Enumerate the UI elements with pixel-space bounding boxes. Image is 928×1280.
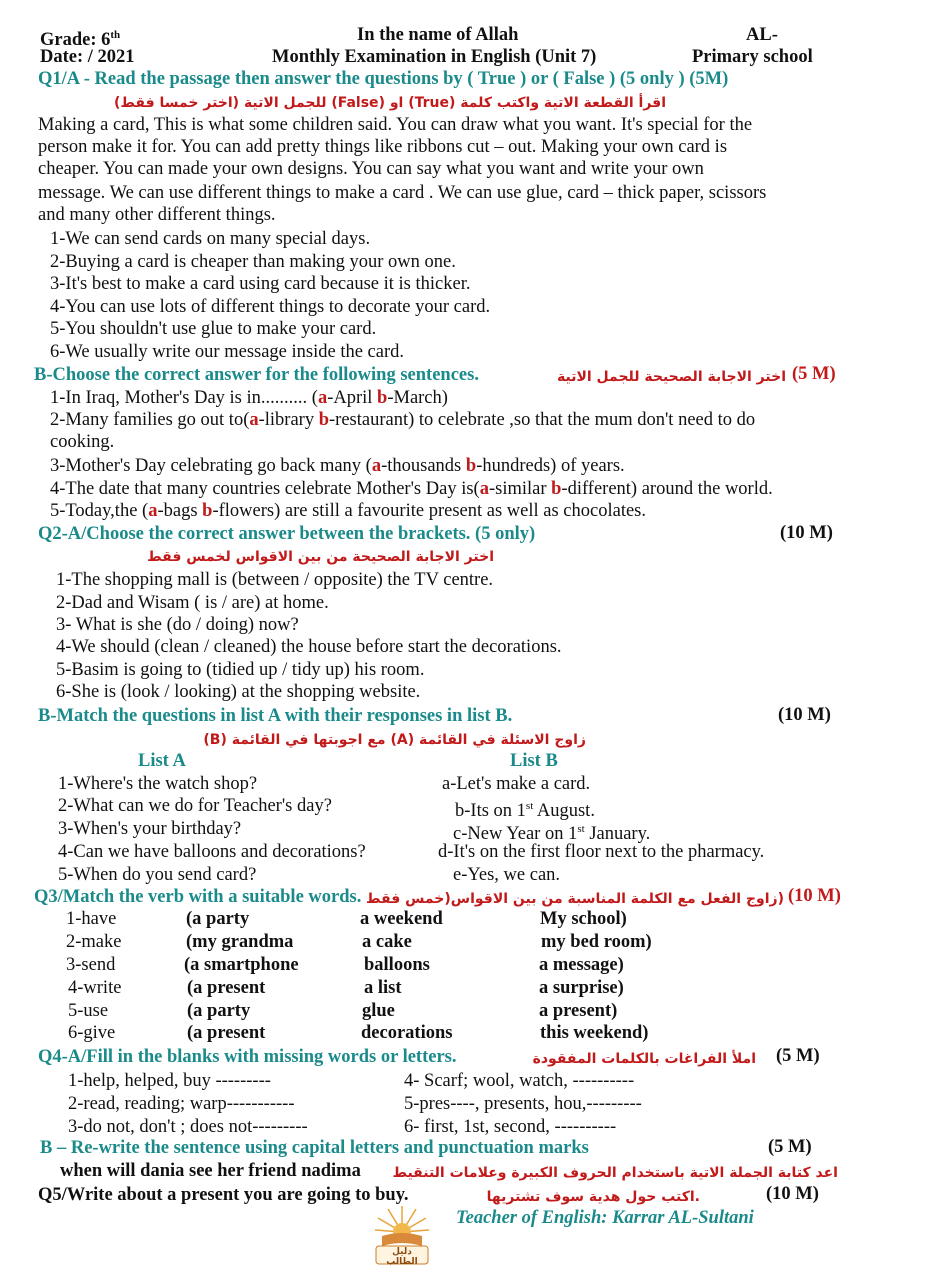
q3-verb: 2-make: [66, 932, 122, 952]
list-a-item: 1-Where's the watch shop?: [58, 774, 258, 794]
q3-option: (a present: [187, 1023, 266, 1043]
passage-line: Making a card, This is what some children said. You can draw what you want. It's special for the: [38, 115, 753, 135]
q1a-item: 6-We usually write our message inside the card.: [50, 342, 405, 362]
q3-option: this weekend): [540, 1023, 649, 1043]
q1a-item: 3-It's best to make a card using card because it is thicker.: [50, 274, 471, 294]
list-b-item: d-It's on the first floor next to the pharmacy.: [438, 842, 765, 862]
q4a-arabic: املأ الفراغات بالكلمات المفقودة: [532, 1051, 756, 1067]
q1a-item: 4-You can use lots of different things to decorate your card.: [50, 297, 491, 317]
q3-option: decorations: [361, 1023, 453, 1043]
q2b-marks: (10 M): [778, 705, 831, 725]
q3-marks: (10 M): [788, 886, 841, 906]
list-b-title: List B: [510, 751, 558, 771]
q4b-sentence: when will dania see her friend nadima: [60, 1161, 361, 1181]
passage-line: cheaper. You can made your own designs. You can say what you want and write your own: [38, 159, 704, 179]
q4b-title: B – Re-write the sentence using capital letters and punctuation marks: [40, 1138, 589, 1158]
q4a-item: 3-do not, don't ; does not---------: [68, 1117, 308, 1137]
q2a-marks: (10 M): [780, 523, 833, 543]
date-label: Date: / 2021: [40, 47, 135, 67]
q1b-item: 3-Mother's Day celebrating go back many (a-thousands b-hundreds) of years.: [50, 456, 625, 476]
q4a-marks: (5 M): [776, 1046, 820, 1066]
q3-option: (my grandma: [186, 932, 294, 952]
q1a-title: Q1/A - Read the passage then answer the questions by ( True ) or ( False ) (5 only ) (5M): [38, 69, 729, 89]
logo-text: دليل الطالب: [386, 1247, 418, 1267]
q3-option: (a present: [187, 978, 266, 998]
logo: [372, 1202, 432, 1270]
q2a-arabic: اختر الاجابة الصحيحة من بين الاقواس لخمس فقط: [147, 549, 494, 565]
q1b-item: 1-In Iraq, Mother's Day is in.......... (a-April b-March): [50, 388, 448, 408]
q1b-title: B-Choose the correct answer for the following sentences.: [34, 365, 479, 385]
list-b-item: b-Its on 1st August.: [455, 800, 595, 822]
school-name: Primary school: [692, 47, 813, 67]
header-basmala: In the name of Allah: [357, 25, 519, 45]
school-prefix: AL-: [746, 25, 778, 45]
q4a-item: 6- first, 1st, second, ----------: [404, 1117, 617, 1137]
q1b-item: cooking.: [50, 432, 115, 452]
q3-verb: 4-write: [68, 978, 122, 998]
q4a-item: 5-pres----, presents, hou,---------: [404, 1094, 642, 1114]
q3-option: a present): [539, 1001, 618, 1021]
q4b-arabic: اعد كتابة الجملة الاتية باستخدام الحروف الكبيرة وعلامات التنقيط: [392, 1165, 838, 1181]
list-b-item: a-Let's make a card.: [442, 774, 591, 794]
q1b-item: 2-Many families go out to(a-library b-restaurant) to celebrate ,so that the mum don't need to do: [50, 410, 756, 430]
q4a-item: 1-help, helped, buy ---------: [68, 1071, 271, 1091]
q4a-item: 4- Scarf; wool, watch, ----------: [404, 1071, 635, 1091]
list-a-item: 3-When's your birthday?: [58, 819, 242, 839]
q3-option: a surprise): [539, 978, 624, 998]
passage-line: and many other different things.: [38, 205, 276, 225]
q4a-title: Q4-A/Fill in the blanks with missing words or letters.: [38, 1047, 457, 1067]
q3-option: a list: [364, 978, 402, 998]
q3-option: My school): [540, 909, 627, 929]
passage-line: message. We can use different things to make a card . We can use glue, card – thick paper, scissors: [38, 183, 767, 203]
q3-option: a weekend: [360, 909, 443, 929]
q2a-item: 5-Basim is going to (tidied up / tidy up) his room.: [56, 660, 425, 680]
q2a-title: Q2-A/Choose the correct answer between the brackets. (5 only): [38, 524, 536, 544]
q3-verb: 1-have: [66, 909, 117, 929]
q3-option: a message): [539, 955, 624, 975]
q1b-arabic: اختر الاجابة الصحيحة للجمل الاتية: [557, 369, 786, 385]
q3-option: (a smartphone: [184, 955, 299, 975]
q3-title: Q3/Match the verb with a suitable words.: [34, 887, 362, 907]
q5-arabic: .اكتب حول هدية سوف تشتريها: [486, 1189, 700, 1205]
q2a-item: 6-She is (look / looking) at the shopping website.: [56, 682, 421, 702]
q2a-item: 4-We should (clean / cleaned) the house before start the decorations.: [56, 637, 562, 657]
list-a-item: 2-What can we do for Teacher's day?: [58, 796, 332, 816]
q3-option: my bed room): [541, 932, 652, 952]
q1a-item: 1-We can send cards on many special days.: [50, 229, 371, 249]
q3-option: balloons: [364, 955, 430, 975]
q3-verb: 6-give: [68, 1023, 116, 1043]
q2a-item: 3- What is she (do / doing) now?: [56, 615, 299, 635]
q2b-title: B-Match the questions in list A with their responses in list B.: [38, 706, 513, 726]
q2b-arabic: زاوج الاسئلة في القائمة (A) مع اجوبتها في القائمة (B): [203, 732, 586, 748]
list-b-item: e-Yes, we can.: [453, 865, 561, 885]
q3-option: (a party: [187, 1001, 251, 1021]
q3-option: glue: [362, 1001, 395, 1021]
q3-verb: 3-send: [66, 955, 116, 975]
list-b-item: c-New Year on 1st January.: [453, 823, 651, 845]
q1a-arabic: اقرأ القطعة الاتية واكتب كلمة (True) او (False) للجمل الاتية (اختر خمسا فقط): [114, 95, 666, 111]
passage-line: person make it for. You can add pretty things like ribbons cut – out. Making your own card is: [38, 137, 728, 157]
grade-label: Grade: 6th: [40, 29, 121, 51]
q1a-item: 5-You shouldn't use glue to make your card.: [50, 319, 377, 339]
q4a-item: 2-read, reading; warp-----------: [68, 1094, 295, 1114]
q1b-marks: (5 M): [792, 364, 836, 384]
q5-marks: (10 M): [766, 1184, 819, 1204]
teacher-credit: Teacher of English: Karrar AL-Sultani: [456, 1208, 754, 1228]
q2a-item: 2-Dad and Wisam ( is / are) at home.: [56, 593, 329, 613]
q2a-item: 1-The shopping mall is (between / opposite) the TV centre.: [56, 570, 494, 590]
q1b-item: 4-The date that many countries celebrate Mother's Day is(a-similar b-different) around the world.: [50, 479, 773, 499]
q4b-marks: (5 M): [768, 1137, 812, 1157]
q5-title: Q5/Write about a present you are going to buy.: [38, 1185, 409, 1205]
q1b-item: 5-Today,the (a-bags b-flowers) are still a favourite present as well as chocolates.: [50, 501, 647, 521]
q3-arabic: (زاوج الفعل مع الكلمة المناسبة من بين الاقواس(خمس فقط: [366, 891, 784, 907]
q3-option: a cake: [362, 932, 412, 952]
list-a-item: 5-When do you send card?: [58, 865, 257, 885]
list-a-title: List A: [138, 751, 186, 771]
q1a-item: 2-Buying a card is cheaper than making your own one.: [50, 252, 456, 272]
list-a-item: 4-Can we have balloons and decorations?: [58, 842, 366, 862]
q3-verb: 5-use: [68, 1001, 109, 1021]
exam-title: Monthly Examination in English (Unit 7): [272, 47, 597, 67]
q3-option: (a party: [186, 909, 250, 929]
